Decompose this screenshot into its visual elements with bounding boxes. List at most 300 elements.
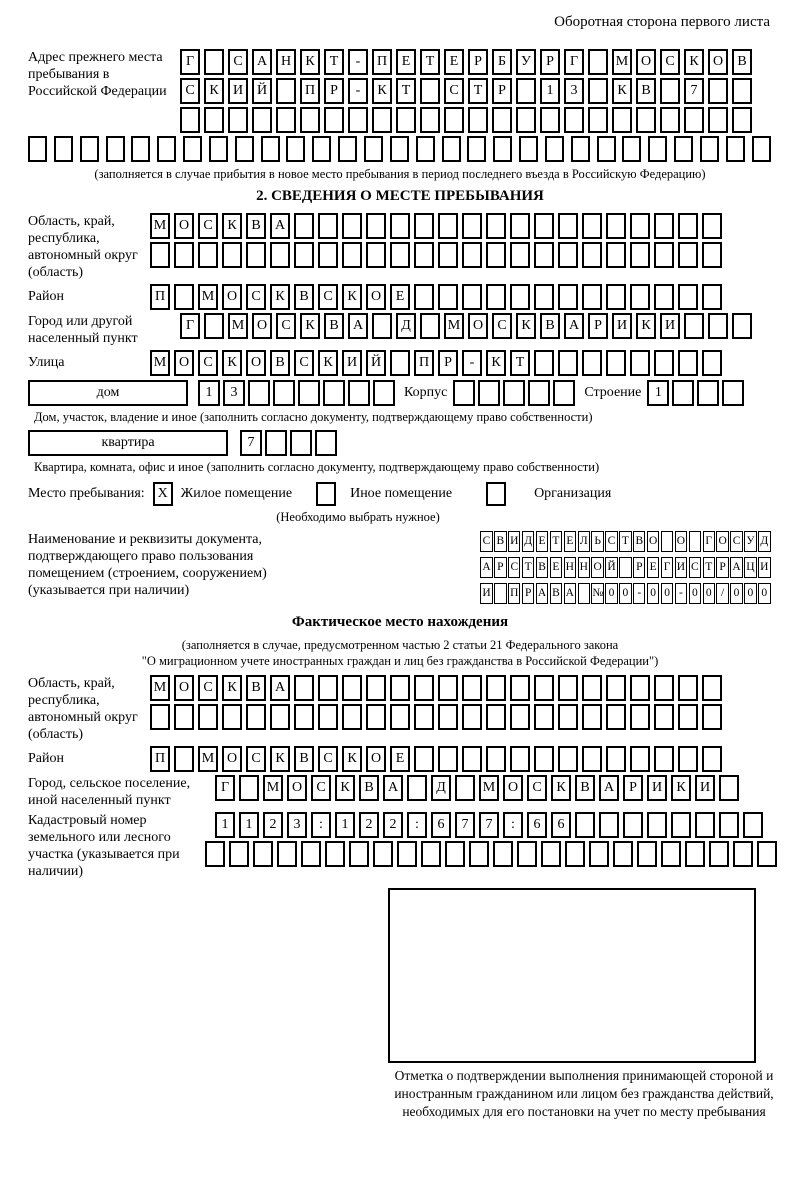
form-cell[interactable] bbox=[558, 350, 578, 376]
form-cell[interactable] bbox=[438, 746, 458, 772]
form-cell[interactable]: И bbox=[480, 583, 492, 604]
form-cell[interactable] bbox=[575, 812, 595, 838]
form-cell[interactable] bbox=[606, 213, 626, 239]
form-cell[interactable] bbox=[462, 704, 482, 730]
form-cell[interactable] bbox=[684, 107, 704, 133]
form-cell[interactable] bbox=[372, 313, 392, 339]
form-cell[interactable] bbox=[612, 107, 632, 133]
form-cell[interactable] bbox=[318, 675, 338, 701]
form-cell[interactable] bbox=[619, 557, 631, 578]
form-cell[interactable]: О bbox=[174, 213, 194, 239]
form-cell[interactable] bbox=[318, 704, 338, 730]
form-cell[interactable]: В bbox=[575, 775, 595, 801]
form-cell[interactable] bbox=[654, 213, 674, 239]
form-cell[interactable] bbox=[722, 380, 744, 406]
form-cell[interactable] bbox=[708, 313, 728, 339]
form-cell[interactable]: В bbox=[270, 350, 290, 376]
form-cell[interactable] bbox=[131, 136, 150, 162]
form-cell[interactable]: К bbox=[222, 350, 242, 376]
form-cell[interactable]: 3 bbox=[223, 380, 245, 406]
form-cell[interactable] bbox=[235, 136, 254, 162]
form-cell[interactable] bbox=[582, 704, 602, 730]
form-cell[interactable] bbox=[348, 107, 368, 133]
form-cell[interactable]: К bbox=[270, 746, 290, 772]
form-cell[interactable] bbox=[462, 213, 482, 239]
form-cell[interactable] bbox=[390, 675, 410, 701]
form-cell[interactable] bbox=[674, 136, 693, 162]
form-cell[interactable] bbox=[606, 704, 626, 730]
form-cell[interactable] bbox=[517, 841, 537, 867]
form-cell[interactable] bbox=[438, 242, 458, 268]
form-cell[interactable]: 0 bbox=[758, 583, 770, 604]
form-cell[interactable]: И bbox=[758, 557, 770, 578]
form-cell[interactable]: 3 bbox=[564, 78, 584, 104]
form-cell[interactable]: А bbox=[564, 313, 584, 339]
form-cell[interactable]: Ц bbox=[744, 557, 756, 578]
form-cell[interactable]: Т bbox=[510, 350, 530, 376]
form-cell[interactable] bbox=[407, 775, 427, 801]
form-cell[interactable] bbox=[414, 213, 434, 239]
form-cell[interactable] bbox=[373, 380, 395, 406]
form-cell[interactable]: Г bbox=[703, 531, 715, 552]
form-cell[interactable]: К bbox=[270, 284, 290, 310]
form-cell[interactable] bbox=[28, 136, 47, 162]
form-cell[interactable] bbox=[265, 430, 287, 456]
form-cell[interactable]: К bbox=[342, 284, 362, 310]
form-cell[interactable]: В bbox=[359, 775, 379, 801]
form-cell[interactable] bbox=[300, 107, 320, 133]
form-cell[interactable] bbox=[462, 284, 482, 310]
form-cell[interactable]: 0 bbox=[689, 583, 701, 604]
form-cell[interactable]: И bbox=[695, 775, 715, 801]
form-cell[interactable] bbox=[503, 380, 525, 406]
form-cell[interactable] bbox=[150, 242, 170, 268]
form-cell[interactable]: В bbox=[324, 313, 344, 339]
kvartira-box[interactable]: квартира bbox=[28, 430, 228, 456]
form-cell[interactable]: О bbox=[174, 675, 194, 701]
form-cell[interactable] bbox=[414, 746, 434, 772]
form-cell[interactable]: Е bbox=[444, 49, 464, 75]
form-cell[interactable] bbox=[578, 583, 590, 604]
form-cell[interactable] bbox=[582, 675, 602, 701]
form-cell[interactable] bbox=[733, 841, 753, 867]
form-cell[interactable] bbox=[637, 841, 657, 867]
form-cell[interactable] bbox=[613, 841, 633, 867]
form-cell[interactable] bbox=[732, 107, 752, 133]
form-cell[interactable] bbox=[349, 841, 369, 867]
form-cell[interactable] bbox=[420, 78, 440, 104]
form-cell[interactable]: И bbox=[228, 78, 248, 104]
form-cell[interactable] bbox=[719, 812, 739, 838]
form-cell[interactable] bbox=[469, 841, 489, 867]
form-cell[interactable] bbox=[420, 107, 440, 133]
form-cell[interactable]: - bbox=[675, 583, 687, 604]
form-cell[interactable] bbox=[493, 841, 513, 867]
form-cell[interactable]: С bbox=[444, 78, 464, 104]
form-cell[interactable] bbox=[486, 213, 506, 239]
checkbox-org[interactable] bbox=[486, 482, 506, 506]
form-cell[interactable]: С bbox=[311, 775, 331, 801]
form-cell[interactable]: М bbox=[198, 746, 218, 772]
form-cell[interactable]: А bbox=[564, 583, 576, 604]
form-cell[interactable]: И bbox=[660, 313, 680, 339]
form-cell[interactable] bbox=[697, 380, 719, 406]
form-cell[interactable] bbox=[582, 242, 602, 268]
form-cell[interactable] bbox=[253, 841, 273, 867]
form-cell[interactable]: 0 bbox=[605, 583, 617, 604]
form-cell[interactable] bbox=[660, 107, 680, 133]
form-cell[interactable] bbox=[324, 107, 344, 133]
form-cell[interactable] bbox=[420, 313, 440, 339]
form-cell[interactable] bbox=[564, 107, 584, 133]
form-cell[interactable]: : bbox=[407, 812, 427, 838]
form-cell[interactable] bbox=[390, 704, 410, 730]
form-cell[interactable] bbox=[276, 78, 296, 104]
form-cell[interactable]: 1 bbox=[335, 812, 355, 838]
form-cell[interactable] bbox=[312, 136, 331, 162]
form-cell[interactable]: Н bbox=[578, 557, 590, 578]
form-cell[interactable] bbox=[366, 242, 386, 268]
form-cell[interactable] bbox=[396, 107, 416, 133]
form-cell[interactable]: 0 bbox=[661, 583, 673, 604]
form-cell[interactable] bbox=[204, 49, 224, 75]
form-cell[interactable] bbox=[261, 136, 280, 162]
form-cell[interactable] bbox=[198, 242, 218, 268]
form-cell[interactable] bbox=[702, 284, 722, 310]
form-cell[interactable]: Т bbox=[468, 78, 488, 104]
form-cell[interactable] bbox=[558, 675, 578, 701]
form-cell[interactable]: У bbox=[516, 49, 536, 75]
form-cell[interactable]: В bbox=[494, 531, 506, 552]
form-cell[interactable]: М bbox=[150, 350, 170, 376]
form-cell[interactable] bbox=[174, 284, 194, 310]
form-cell[interactable]: О bbox=[591, 557, 603, 578]
form-cell[interactable]: М bbox=[228, 313, 248, 339]
form-cell[interactable] bbox=[414, 675, 434, 701]
form-cell[interactable]: 1 bbox=[647, 380, 669, 406]
form-cell[interactable] bbox=[654, 242, 674, 268]
form-cell[interactable] bbox=[510, 242, 530, 268]
form-cell[interactable] bbox=[545, 136, 564, 162]
form-cell[interactable] bbox=[558, 704, 578, 730]
form-cell[interactable] bbox=[678, 284, 698, 310]
form-cell[interactable] bbox=[678, 213, 698, 239]
form-cell[interactable] bbox=[54, 136, 73, 162]
form-cell[interactable] bbox=[414, 242, 434, 268]
form-cell[interactable] bbox=[205, 841, 225, 867]
form-cell[interactable] bbox=[553, 380, 575, 406]
form-cell[interactable] bbox=[150, 704, 170, 730]
form-cell[interactable]: В bbox=[294, 284, 314, 310]
form-cell[interactable]: К bbox=[222, 675, 242, 701]
form-cell[interactable] bbox=[286, 136, 305, 162]
form-cell[interactable] bbox=[589, 841, 609, 867]
form-cell[interactable] bbox=[708, 78, 728, 104]
form-cell[interactable] bbox=[558, 284, 578, 310]
form-cell[interactable]: К bbox=[486, 350, 506, 376]
form-cell[interactable] bbox=[702, 350, 722, 376]
form-cell[interactable] bbox=[478, 380, 500, 406]
form-cell[interactable] bbox=[661, 841, 681, 867]
form-cell[interactable]: Р bbox=[716, 557, 728, 578]
form-cell[interactable] bbox=[702, 675, 722, 701]
form-cell[interactable] bbox=[270, 242, 290, 268]
form-cell[interactable] bbox=[702, 242, 722, 268]
form-cell[interactable] bbox=[702, 746, 722, 772]
form-cell[interactable] bbox=[342, 704, 362, 730]
form-cell[interactable] bbox=[198, 704, 218, 730]
form-cell[interactable]: Т bbox=[619, 531, 631, 552]
form-cell[interactable]: 7 bbox=[479, 812, 499, 838]
form-cell[interactable] bbox=[606, 350, 626, 376]
form-cell[interactable] bbox=[606, 242, 626, 268]
form-cell[interactable] bbox=[519, 136, 538, 162]
form-cell[interactable] bbox=[421, 841, 441, 867]
form-cell[interactable] bbox=[685, 841, 705, 867]
form-cell[interactable]: - bbox=[462, 350, 482, 376]
form-cell[interactable] bbox=[204, 107, 224, 133]
form-cell[interactable]: Т bbox=[324, 49, 344, 75]
form-cell[interactable] bbox=[582, 213, 602, 239]
form-cell[interactable]: Е bbox=[564, 531, 576, 552]
form-cell[interactable]: К bbox=[300, 49, 320, 75]
form-cell[interactable]: О bbox=[636, 49, 656, 75]
form-cell[interactable]: П bbox=[300, 78, 320, 104]
form-cell[interactable] bbox=[757, 841, 777, 867]
form-cell[interactable] bbox=[606, 746, 626, 772]
form-cell[interactable] bbox=[318, 213, 338, 239]
dom-box[interactable]: дом bbox=[28, 380, 188, 406]
form-cell[interactable]: А bbox=[270, 675, 290, 701]
form-cell[interactable]: М bbox=[150, 213, 170, 239]
form-cell[interactable] bbox=[366, 675, 386, 701]
form-cell[interactable] bbox=[654, 284, 674, 310]
form-cell[interactable] bbox=[342, 213, 362, 239]
form-cell[interactable] bbox=[277, 841, 297, 867]
form-cell[interactable]: П bbox=[414, 350, 434, 376]
form-cell[interactable] bbox=[486, 242, 506, 268]
form-cell[interactable]: С bbox=[198, 350, 218, 376]
form-cell[interactable] bbox=[414, 704, 434, 730]
form-cell[interactable]: П bbox=[372, 49, 392, 75]
form-cell[interactable] bbox=[323, 380, 345, 406]
form-cell[interactable] bbox=[565, 841, 585, 867]
form-cell[interactable]: О bbox=[708, 49, 728, 75]
form-cell[interactable]: Й bbox=[252, 78, 272, 104]
form-cell[interactable] bbox=[372, 107, 392, 133]
form-cell[interactable]: 1 bbox=[239, 812, 259, 838]
form-cell[interactable] bbox=[273, 380, 295, 406]
form-cell[interactable] bbox=[534, 350, 554, 376]
form-cell[interactable] bbox=[558, 746, 578, 772]
form-cell[interactable]: Р bbox=[438, 350, 458, 376]
form-cell[interactable] bbox=[648, 136, 667, 162]
form-cell[interactable]: С bbox=[180, 78, 200, 104]
form-cell[interactable]: М bbox=[444, 313, 464, 339]
form-cell[interactable] bbox=[540, 107, 560, 133]
form-cell[interactable] bbox=[222, 704, 242, 730]
form-cell[interactable]: В bbox=[246, 213, 266, 239]
form-cell[interactable]: К bbox=[516, 313, 536, 339]
form-cell[interactable] bbox=[588, 49, 608, 75]
form-cell[interactable] bbox=[397, 841, 417, 867]
form-cell[interactable] bbox=[558, 213, 578, 239]
form-cell[interactable]: О bbox=[222, 746, 242, 772]
form-cell[interactable] bbox=[541, 841, 561, 867]
form-cell[interactable] bbox=[510, 746, 530, 772]
form-cell[interactable] bbox=[654, 746, 674, 772]
form-cell[interactable]: К bbox=[300, 313, 320, 339]
form-cell[interactable]: Т bbox=[550, 531, 562, 552]
form-cell[interactable] bbox=[390, 350, 410, 376]
form-cell[interactable]: № bbox=[591, 583, 603, 604]
form-cell[interactable] bbox=[534, 704, 554, 730]
form-cell[interactable]: С bbox=[660, 49, 680, 75]
form-cell[interactable] bbox=[678, 704, 698, 730]
form-cell[interactable] bbox=[294, 213, 314, 239]
form-cell[interactable]: Р bbox=[588, 313, 608, 339]
form-cell[interactable] bbox=[462, 675, 482, 701]
form-cell[interactable]: Г bbox=[661, 557, 673, 578]
form-cell[interactable]: 2 bbox=[359, 812, 379, 838]
form-cell[interactable]: Е bbox=[550, 557, 562, 578]
form-cell[interactable] bbox=[209, 136, 228, 162]
form-cell[interactable]: М bbox=[150, 675, 170, 701]
form-cell[interactable]: О bbox=[174, 350, 194, 376]
form-cell[interactable]: К bbox=[372, 78, 392, 104]
form-cell[interactable]: 3 bbox=[287, 812, 307, 838]
form-cell[interactable] bbox=[494, 583, 506, 604]
form-cell[interactable] bbox=[318, 242, 338, 268]
form-cell[interactable]: К bbox=[551, 775, 571, 801]
form-cell[interactable]: С bbox=[198, 213, 218, 239]
form-cell[interactable] bbox=[516, 107, 536, 133]
form-cell[interactable]: С bbox=[198, 675, 218, 701]
form-cell[interactable] bbox=[510, 675, 530, 701]
form-cell[interactable]: О bbox=[246, 350, 266, 376]
form-cell[interactable]: Й bbox=[366, 350, 386, 376]
form-cell[interactable]: - bbox=[348, 49, 368, 75]
form-cell[interactable]: А bbox=[536, 583, 548, 604]
form-cell[interactable] bbox=[390, 242, 410, 268]
form-cell[interactable] bbox=[183, 136, 202, 162]
form-cell[interactable]: С bbox=[228, 49, 248, 75]
form-cell[interactable] bbox=[106, 136, 125, 162]
form-cell[interactable]: О bbox=[366, 284, 386, 310]
form-cell[interactable] bbox=[606, 284, 626, 310]
form-cell[interactable] bbox=[180, 107, 200, 133]
form-cell[interactable] bbox=[222, 242, 242, 268]
form-cell[interactable] bbox=[630, 746, 650, 772]
form-cell[interactable]: С bbox=[246, 746, 266, 772]
form-cell[interactable] bbox=[416, 136, 435, 162]
form-cell[interactable] bbox=[743, 812, 763, 838]
form-cell[interactable] bbox=[752, 136, 771, 162]
form-cell[interactable]: 2 bbox=[263, 812, 283, 838]
form-cell[interactable] bbox=[606, 675, 626, 701]
form-cell[interactable] bbox=[248, 380, 270, 406]
form-cell[interactable] bbox=[510, 284, 530, 310]
form-cell[interactable]: 0 bbox=[730, 583, 742, 604]
form-cell[interactable] bbox=[702, 213, 722, 239]
form-cell[interactable]: Д bbox=[431, 775, 451, 801]
form-cell[interactable]: Р bbox=[468, 49, 488, 75]
form-cell[interactable] bbox=[510, 213, 530, 239]
form-cell[interactable] bbox=[290, 430, 312, 456]
form-cell[interactable] bbox=[453, 380, 475, 406]
form-cell[interactable]: Р bbox=[623, 775, 643, 801]
form-cell[interactable] bbox=[301, 841, 321, 867]
form-cell[interactable]: О bbox=[647, 531, 659, 552]
form-cell[interactable] bbox=[444, 107, 464, 133]
form-cell[interactable] bbox=[174, 242, 194, 268]
form-cell[interactable] bbox=[678, 675, 698, 701]
form-cell[interactable]: И bbox=[508, 531, 520, 552]
form-cell[interactable]: Е bbox=[647, 557, 659, 578]
form-cell[interactable] bbox=[246, 242, 266, 268]
form-cell[interactable]: О bbox=[222, 284, 242, 310]
form-cell[interactable] bbox=[630, 350, 650, 376]
form-cell[interactable]: Т bbox=[396, 78, 416, 104]
form-cell[interactable]: С bbox=[294, 350, 314, 376]
form-cell[interactable] bbox=[678, 350, 698, 376]
form-cell[interactable] bbox=[623, 812, 643, 838]
form-cell[interactable]: М bbox=[263, 775, 283, 801]
form-cell[interactable] bbox=[732, 313, 752, 339]
form-cell[interactable] bbox=[654, 704, 674, 730]
form-cell[interactable] bbox=[342, 675, 362, 701]
form-cell[interactable]: О bbox=[675, 531, 687, 552]
form-cell[interactable] bbox=[294, 242, 314, 268]
form-cell[interactable]: К bbox=[222, 213, 242, 239]
form-cell[interactable]: С bbox=[527, 775, 547, 801]
form-cell[interactable]: М bbox=[479, 775, 499, 801]
form-cell[interactable] bbox=[534, 746, 554, 772]
form-cell[interactable] bbox=[528, 380, 550, 406]
form-cell[interactable]: : bbox=[311, 812, 331, 838]
form-cell[interactable]: Т bbox=[420, 49, 440, 75]
form-cell[interactable]: Р bbox=[492, 78, 512, 104]
form-cell[interactable]: А bbox=[730, 557, 742, 578]
form-cell[interactable]: С bbox=[318, 746, 338, 772]
form-cell[interactable]: К bbox=[684, 49, 704, 75]
form-cell[interactable]: С bbox=[318, 284, 338, 310]
form-cell[interactable]: А bbox=[480, 557, 492, 578]
form-cell[interactable] bbox=[630, 213, 650, 239]
form-cell[interactable] bbox=[599, 812, 619, 838]
form-cell[interactable]: Е bbox=[390, 746, 410, 772]
form-cell[interactable] bbox=[366, 213, 386, 239]
form-cell[interactable] bbox=[157, 136, 176, 162]
form-cell[interactable]: Г bbox=[180, 49, 200, 75]
form-cell[interactable] bbox=[493, 136, 512, 162]
form-cell[interactable] bbox=[672, 380, 694, 406]
form-cell[interactable] bbox=[366, 704, 386, 730]
form-cell[interactable]: 7 bbox=[684, 78, 704, 104]
form-cell[interactable] bbox=[622, 136, 641, 162]
checkbox-zhiloe[interactable]: X bbox=[153, 482, 173, 506]
form-cell[interactable] bbox=[630, 242, 650, 268]
form-cell[interactable] bbox=[630, 675, 650, 701]
form-cell[interactable]: Т bbox=[703, 557, 715, 578]
form-cell[interactable]: С bbox=[480, 531, 492, 552]
form-cell[interactable] bbox=[486, 284, 506, 310]
form-cell[interactable]: Д bbox=[758, 531, 770, 552]
form-cell[interactable]: И bbox=[675, 557, 687, 578]
form-cell[interactable] bbox=[660, 78, 680, 104]
form-cell[interactable] bbox=[486, 675, 506, 701]
form-cell[interactable]: И bbox=[342, 350, 362, 376]
